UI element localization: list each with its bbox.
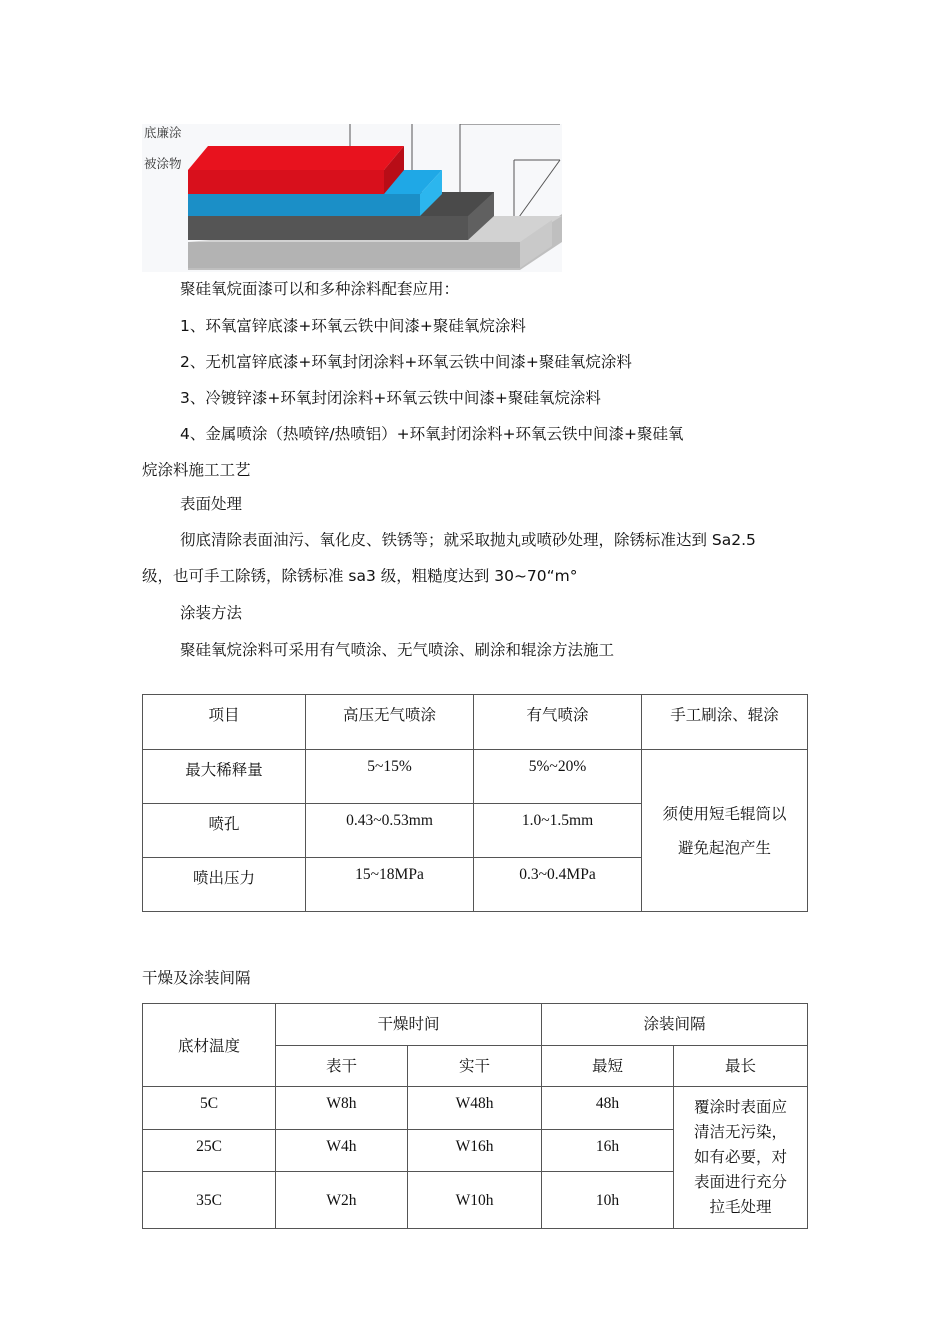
drying-interval-table [142,1003,808,1229]
table-cell: 喷孔 [143,804,306,858]
manual-brush-note-cell [642,750,808,912]
surface-heading: 表面处理 [180,495,243,513]
table-cell: 15~18MPa [306,858,474,912]
table-header-cell: 手工刷涂、辊涂 [642,695,808,750]
spray-method-table [142,694,808,912]
table-cell: W2h [276,1172,408,1229]
combo-item-3: 3、冷镀锌漆+环氧封闭涂料+环氧云铁中间漆+聚硅氧烷涂料 [180,389,601,407]
table-cell: W10h [408,1172,542,1229]
table-header-row [143,695,808,750]
subheader-hard-dry: 实干 [408,1046,542,1087]
combo-item-2: 2、无机富锌底漆+环氧封闭涂料+环氧云铁中间漆+聚硅氧烷涂料 [180,353,632,371]
recoat-note-cell [674,1087,808,1229]
table-cell: W16h [408,1130,542,1172]
table-cell: 10h [542,1172,674,1229]
table-cell: 16h [542,1130,674,1172]
recoat-note-line: 拉毛处理 [709,1198,772,1216]
table-cell: 0.3~0.4MPa [474,858,642,912]
table-cell: 5~15% [306,750,474,804]
table-row [143,750,808,804]
method-text: 聚硅氧烷涂料可采用有气喷涂、无气喷涂、刷涂和辊涂方法施工 [180,641,615,659]
table-cell: 5C [143,1087,276,1130]
table-cell: 48h [542,1087,674,1130]
table-cell: W4h [276,1130,408,1172]
table-header-cell: 高压无气喷涂 [306,695,474,750]
subheader-minimum: 最短 [542,1046,674,1087]
dark-layer [188,216,468,240]
recoat-note-line: 如有必要，对 [694,1148,788,1166]
surface-line-1: 彻底清除表面油污、氧化皮、铁锈等；就采取抛丸或喷砂处理，除锈标准达到 Sa2.5 [180,531,756,549]
combo-item-1: 1、环氧富锌底漆+环氧云铁中间漆+聚硅氧烷涂料 [180,317,526,335]
table-cell: 0.43~0.53mm [306,804,474,858]
intro-paragraph: 聚硅氧烷面漆可以和多种涂料配套应用： [180,280,460,298]
table-header-row [143,1004,808,1046]
table-header-cell: 有气喷涂 [474,695,642,750]
table-cell: 5%~20% [474,750,642,804]
table-cell: 喷出压力 [143,858,306,912]
recoat-note-line: 清洁无污染， [694,1123,788,1141]
figure-label-bottom: 被涂物 [144,156,182,171]
subheader-surface-dry: 表干 [276,1046,408,1087]
subheader-maximum: 最长 [674,1046,808,1087]
coating-layers-image [142,124,562,272]
combo-item-4-continuation: 烷涂料施工工艺 [142,461,251,479]
table-cell: 1.0~1.5mm [474,804,642,858]
red-layer [188,170,384,194]
table-cell: 最大稀释量 [143,750,306,804]
manual-brush-note-line-1: 须使用短毛辊筒以 [662,804,787,823]
table-cell: W48h [408,1087,542,1130]
drying-section-title: 干燥及涂装间隔 [142,969,251,987]
combo-item-4: 4、金属喷涂（热喷锌/热喷铝）+环氧封闭涂料+环氧云铁中间漆+聚硅氧 [180,425,684,443]
table-cell: 25C [143,1130,276,1172]
table-cell: 35C [143,1172,276,1229]
figure-label-top: 底廉涂 [144,125,182,140]
coating-layer-figure [142,124,562,272]
recoat-note-line: 表面进行充分 [694,1173,788,1191]
dry-time-header: 干燥时间 [276,1004,542,1046]
surface-line-2: 级，也可手工除锈，除锈标准 sa3 级，粗糙度达到 30~70“m° [142,567,578,585]
table-row [143,1087,808,1130]
method-heading: 涂装方法 [180,604,243,622]
table-header-cell: 项目 [143,695,306,750]
substrate-temp-header: 底材温度 [143,1004,276,1087]
manual-brush-note-line-2: 避免起泡产生 [677,838,771,857]
blue-layer [188,194,420,216]
table-cell: W8h [276,1087,408,1130]
coating-interval-header: 涂装间隔 [542,1004,808,1046]
recoat-note-line: 覆涂时表面应 [694,1098,788,1116]
